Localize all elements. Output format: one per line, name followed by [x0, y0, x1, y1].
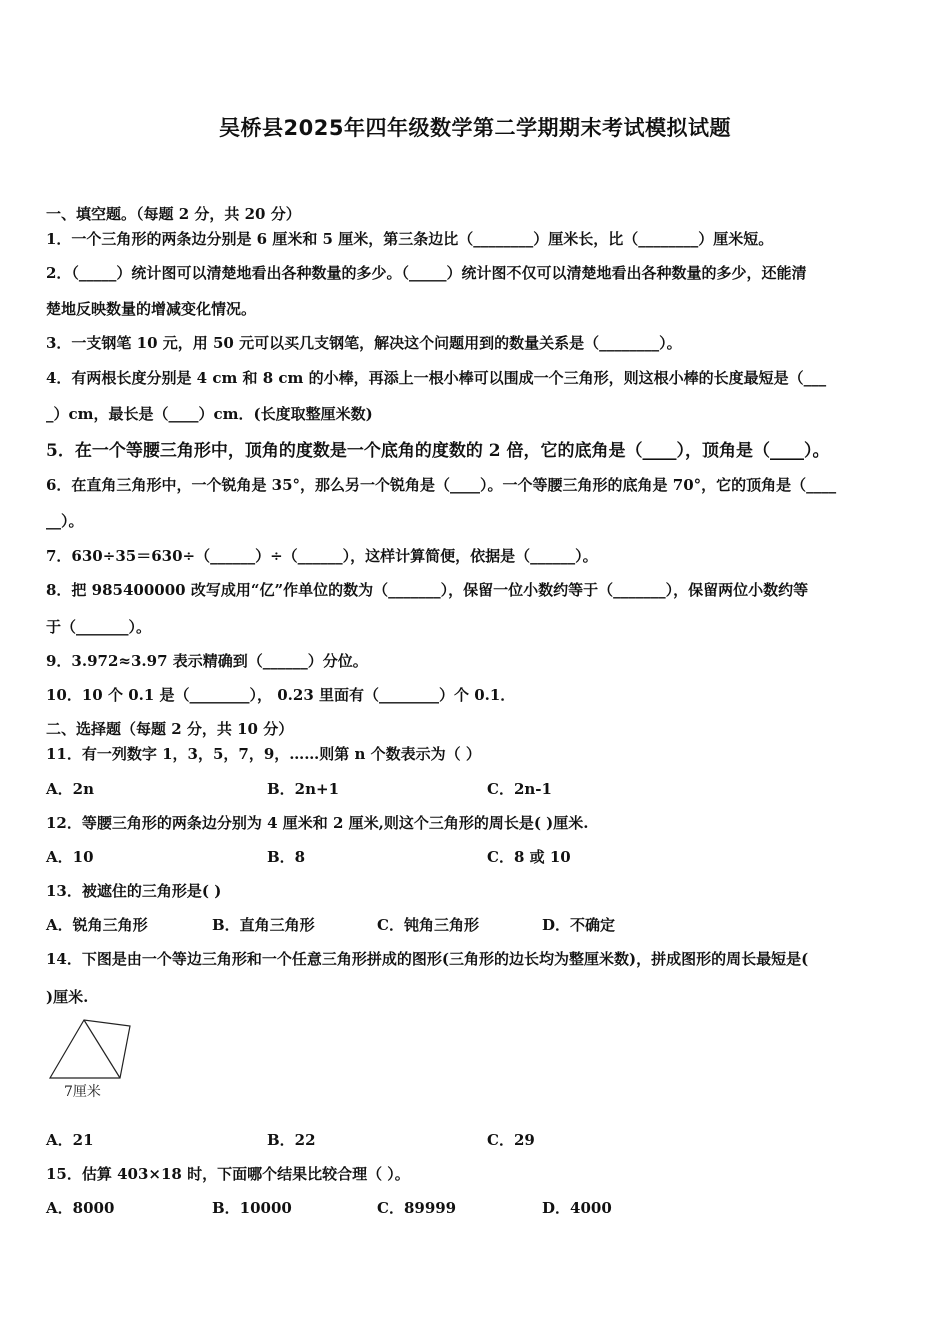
question-12: 12．等腰三角形的两条边分别为 4 厘米和 2 厘米,则这个三角形的周长是( )厘米. [46, 814, 589, 832]
page-title: 吴桥县2025年四年级数学第二学期期末考试模拟试题 [219, 116, 731, 140]
question-7: 7．630÷35＝630÷（______）÷（______），这样计算简便，依据是（______）。 [46, 547, 598, 565]
question-11-option-b: B．2n+1 [267, 780, 340, 798]
question-15-option-b: B．10000 [212, 1199, 292, 1217]
question-4-line-2: _）cm，最长是（____）cm．(长度取整厘米数) [46, 405, 373, 423]
question-14-line-2: )厘米. [46, 988, 89, 1006]
question-13-option-a: A．锐角三角形 [46, 916, 148, 934]
question-13: 13．被遮住的三角形是( ) [46, 882, 222, 900]
question-11-option-c: C．2n-1 [487, 780, 552, 798]
question-12-option-b: B．8 [267, 848, 306, 866]
question-14-option-a: A．21 [46, 1131, 94, 1149]
question-10: 10．10 个 0.1 是（________）， 0.23 里面有（________）个 0.1． [46, 686, 516, 704]
question-2-line-2: 楚地反映数量的增减变化情况。 [46, 300, 257, 318]
side-length-label: 7厘米 [64, 1084, 101, 1100]
question-6-line-1: 6．在直角三角形中，一个锐角是 35°，那么另一个锐角是（____）。一个等腰三角形的底角是 70°，它的顶角是（____ [46, 476, 837, 494]
question-8-line-1: 8．把 985400000 改写成用“亿”作单位的数为（_______），保留一位小数约等于（_______），保留两位小数约等 [46, 581, 809, 599]
question-5: 5．在一个等腰三角形中，顶角的度数是一个底角的度数的 2 倍，它的底角是（____），顶角是（____）。 [46, 441, 830, 461]
question-8-line-2: 于（_______）。 [46, 618, 152, 636]
question-3: 3．一支钢笔 10 元，用 50 元可以买几支钢笔，解决这个问题用到的数量关系是（________）。 [46, 334, 682, 352]
triangle-figure [46, 1016, 136, 1102]
question-11-option-a: A．2n [46, 780, 94, 798]
question-15: 15．估算 403×18 时，下面哪个结果比较合理（ ）。 [46, 1165, 410, 1183]
question-9: 9．3.972≈3.97 表示精确到（______）分位。 [46, 652, 368, 670]
question-15-option-d: D．4000 [542, 1199, 612, 1217]
shared-edge [84, 1020, 120, 1078]
question-15-option-a: A．8000 [46, 1199, 115, 1217]
question-14-option-c: C．29 [487, 1131, 535, 1149]
question-14-option-b: B．22 [267, 1131, 316, 1149]
question-15-option-c: C．89999 [377, 1199, 457, 1217]
question-11: 11．有一列数字 1，3，5，7，9，……则第 n 个数表示为（ ） [46, 745, 481, 763]
question-12-option-a: A．10 [46, 848, 94, 866]
question-14-line-1: 14．下图是由一个等边三角形和一个任意三角形拼成的图形(三角形的边长均为整厘米数)，拼成图形的周长最短是( [46, 950, 809, 968]
question-13-option-b: B．直角三角形 [212, 916, 315, 934]
question-6-line-2: __）。 [46, 512, 84, 530]
section-heading-fill-blank: 一、填空题。（每题 2 分，共 20 分） [46, 205, 301, 223]
section-heading-choice: 二、选择题（每题 2 分，共 10 分） [46, 720, 294, 738]
question-1: 1．一个三角形的两条边分别是 6 厘米和 5 厘米，第三条边比（________）厘米长，比（________）厘米短。 [46, 230, 774, 248]
question-13-option-c: C．钝角三角形 [377, 916, 479, 934]
triangle-diagram [46, 1016, 136, 1102]
question-12-option-c: C．8 或 10 [487, 848, 571, 866]
question-4-line-1: 4．有两根长度分别是 4 cm 和 8 cm 的小棒，再添上一根小棒可以围成一个三角形，则这根小棒的长度最短是（___ [46, 369, 827, 387]
question-2-line-1: 2．（_____）统计图可以清楚地看出各种数量的多少。（_____）统计图不仅可以清楚地看出各种数量的多少，还能清 [46, 264, 807, 282]
question-13-option-d: D．不确定 [542, 916, 616, 934]
